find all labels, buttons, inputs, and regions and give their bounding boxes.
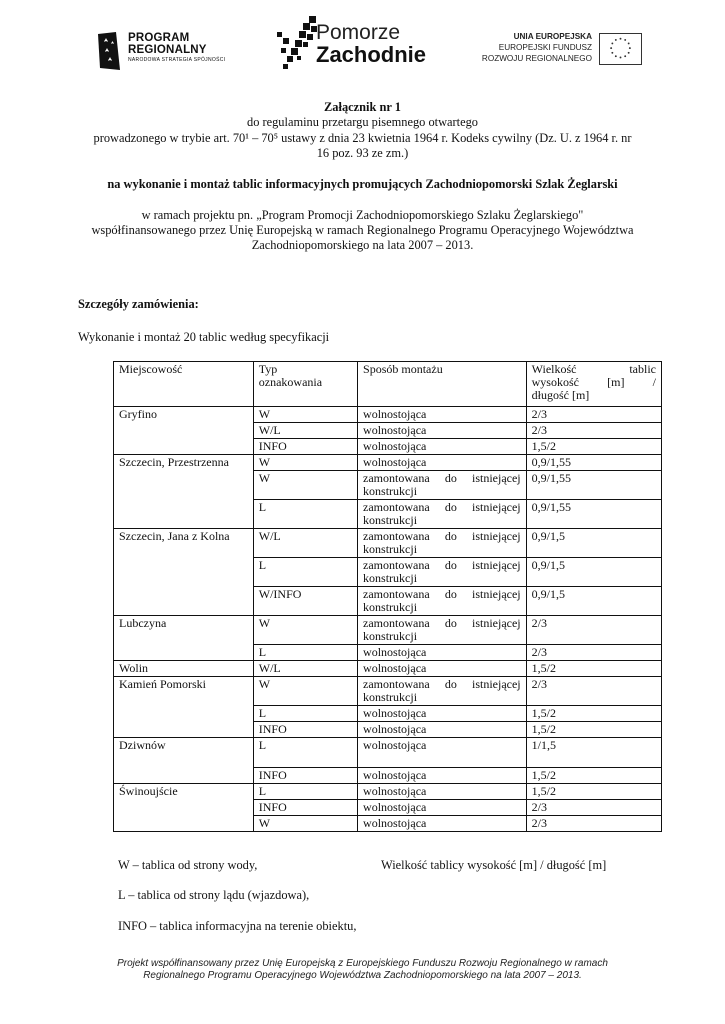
eu-logo-line3: ROZWOJU REGIONALNEGO [481,54,592,63]
legend-size-note: Wielkość tablicy wysokość [m] / długość [m] [381,858,607,872]
cell-size: 0,9/1,55 [526,471,661,500]
cell-mount: wolnostojąca [358,407,527,423]
cell-size: 1/1,5 [526,738,661,768]
cell-type: W [253,455,357,471]
footer-line2: Regionalnego Programu Operacyjnego Województwa Zachodniopomorskiego na lata 2007 – 2013. [143,970,582,981]
cell-size: 2/3 [526,423,661,439]
specification-table [113,361,662,832]
intro-line: Wykonanie i montaż 20 tablic według specyfikacji [78,330,330,344]
cell-type: W [253,407,357,423]
legend-w: W – tablica od strony wody, [118,858,258,872]
cell-type: W [253,471,357,500]
cell-type: W [253,816,357,832]
cell-size: 0,9/1,5 [526,558,661,587]
cell-mount: wolnostojąca [358,423,527,439]
cell-type: L [253,784,357,800]
cell-size: 1,5/2 [526,661,661,677]
cell-size: 2/3 [526,616,661,645]
table-row [114,407,662,423]
cell-type: INFO [253,439,357,455]
annex-line2: do regulaminu przetargu pisemnego otwartego [247,115,478,129]
cell-size: 1,5/2 [526,439,661,455]
cell-place: Dziwnów [114,738,254,784]
table-row [114,784,662,800]
cell-place: Szczecin, Przestrzenna [114,455,254,529]
cell-size: 0,9/1,5 [526,529,661,558]
cell-place: Szczecin, Jana z Kolna [114,529,254,616]
annex-line3: prowadzonego w trybie art. 70¹ – 70⁵ ustawy z dnia 23 kwietnia 1964 r. Kodeks cywilny (Dz. U. z 1964 r. nr [93,131,632,145]
cell-mount: zamontowana do istniejącej konstrukcji [358,529,527,558]
cell-size: 1,5/2 [526,722,661,738]
cell-mount: wolnostojąca [358,722,527,738]
cell-type: W/L [253,529,357,558]
cell-size: 2/3 [526,800,661,816]
cell-size: 0,9/1,55 [526,455,661,471]
details-heading: Szczegóły zamówienia: [78,297,199,311]
cell-type: L [253,500,357,529]
footer-line1: Projekt współfinansowany przez Unię Europejską z Europejskiego Funduszu Rozwoju Regionalnego w ramach [117,958,608,969]
cell-type: W/L [253,423,357,439]
cell-size: 2/3 [526,816,661,832]
header-mount: Sposób montażu [358,362,527,407]
cell-place: Gryfino [114,407,254,455]
pomorze-zachodnie-logo [273,14,433,76]
cell-type: INFO [253,722,357,738]
cell-type: W/INFO [253,587,357,616]
eu-logo-line1: UNIA EUROPEJSKA [513,32,592,41]
eu-logo-line2: EUROPEJSKI FUNDUSZ [498,43,592,52]
cell-mount: wolnostojąca [358,738,527,768]
table-row [114,529,662,558]
cell-type: INFO [253,800,357,816]
pr-logo-line2: REGIONALNY [128,44,207,56]
cell-mount: wolnostojąca [358,800,527,816]
cell-size: 0,9/1,5 [526,587,661,616]
cell-mount: zamontowana do istniejącej konstrukcji [358,616,527,645]
header-place: Miejscowość [114,362,254,407]
program-regionalny-logo [96,26,246,76]
table-row [114,616,662,645]
subject-line: na wykonanie i montaż tablic informacyjnych promujących Zachodniopomorski Szlak Żeglarski [107,177,618,191]
cell-type: L [253,645,357,661]
cell-size: 1,5/2 [526,784,661,800]
cell-place: Kamień Pomorski [114,677,254,738]
cell-place: Wolin [114,661,254,677]
pr-logo-line3: NARODOWA STRATEGIA SPÓJNOŚCI [128,57,226,63]
annex-line4: 16 poz. 93 ze zm.) [316,146,409,160]
cell-mount: wolnostojąca [358,455,527,471]
cell-mount: zamontowana do istniejącej konstrukcji [358,587,527,616]
cell-mount: wolnostojąca [358,645,527,661]
table-row [114,738,662,768]
page-footer [60,958,665,982]
annex-title: Załącznik nr 1 [324,100,401,114]
cell-mount: zamontowana do istniejącej konstrukcji [358,677,527,706]
cell-mount: zamontowana do istniejącej konstrukcji [358,471,527,500]
cell-size: 0,9/1,55 [526,500,661,529]
cell-type: L [253,558,357,587]
cell-mount: wolnostojąca [358,784,527,800]
page-header [0,14,725,76]
cell-size: 2/3 [526,645,661,661]
cell-size: 2/3 [526,407,661,423]
cell-type: W [253,616,357,645]
pr-logo-line1: PROGRAM [128,32,190,44]
table-header-row [114,362,662,407]
cell-size: 1,5/2 [526,706,661,722]
table-row [114,677,662,706]
cell-mount: wolnostojąca [358,768,527,784]
pz-logo-line1: Pomorze [316,21,401,44]
cell-type: INFO [253,768,357,784]
cell-mount: wolnostojąca [358,706,527,722]
cell-type: W/L [253,661,357,677]
legend-info: INFO – tablica informacyjna na terenie obiektu, [118,919,357,933]
program-regionalny-flag-icon [96,30,122,72]
pomorze-zachodnie-mark-icon [273,14,321,74]
cell-type: L [253,706,357,722]
cell-type: L [253,738,357,768]
cell-type: W [253,677,357,706]
cell-size: 1,5/2 [526,768,661,784]
project-line2: współfinansowanego przez Unię Europejską w ramach Regionalnego Programu Operacyjnego Województwa [91,223,634,237]
eu-flag-icon [599,33,642,65]
cell-mount: wolnostojąca [358,816,527,832]
cell-size: 2/3 [526,677,661,706]
cell-mount: wolnostojąca [358,661,527,677]
project-line1: w ramach projektu pn. „Program Promocji Zachodniopomorskiego Szlaku Żeglarskiego" [141,208,584,222]
cell-place: Świnoujście [114,784,254,832]
table-row [114,661,662,677]
table-row [114,455,662,471]
project-line3: Zachodniopomorskiego na lata 2007 – 2013. [251,238,474,252]
cell-mount: wolnostojąca [358,439,527,455]
cell-mount: zamontowana do istniejącej konstrukcji [358,500,527,529]
legend-l: L – tablica od strony lądu (wjazdowa), [118,888,310,902]
eu-logo [462,30,642,70]
cell-mount: zamontowana do istniejącej konstrukcji [358,558,527,587]
pz-logo-line2: Zachodnie [316,42,427,67]
header-size: Wielkość tablic wysokość [m] / długość [m] [526,362,661,407]
header-type: Typ oznakowania [253,362,357,407]
cell-place: Lubczyna [114,616,254,661]
